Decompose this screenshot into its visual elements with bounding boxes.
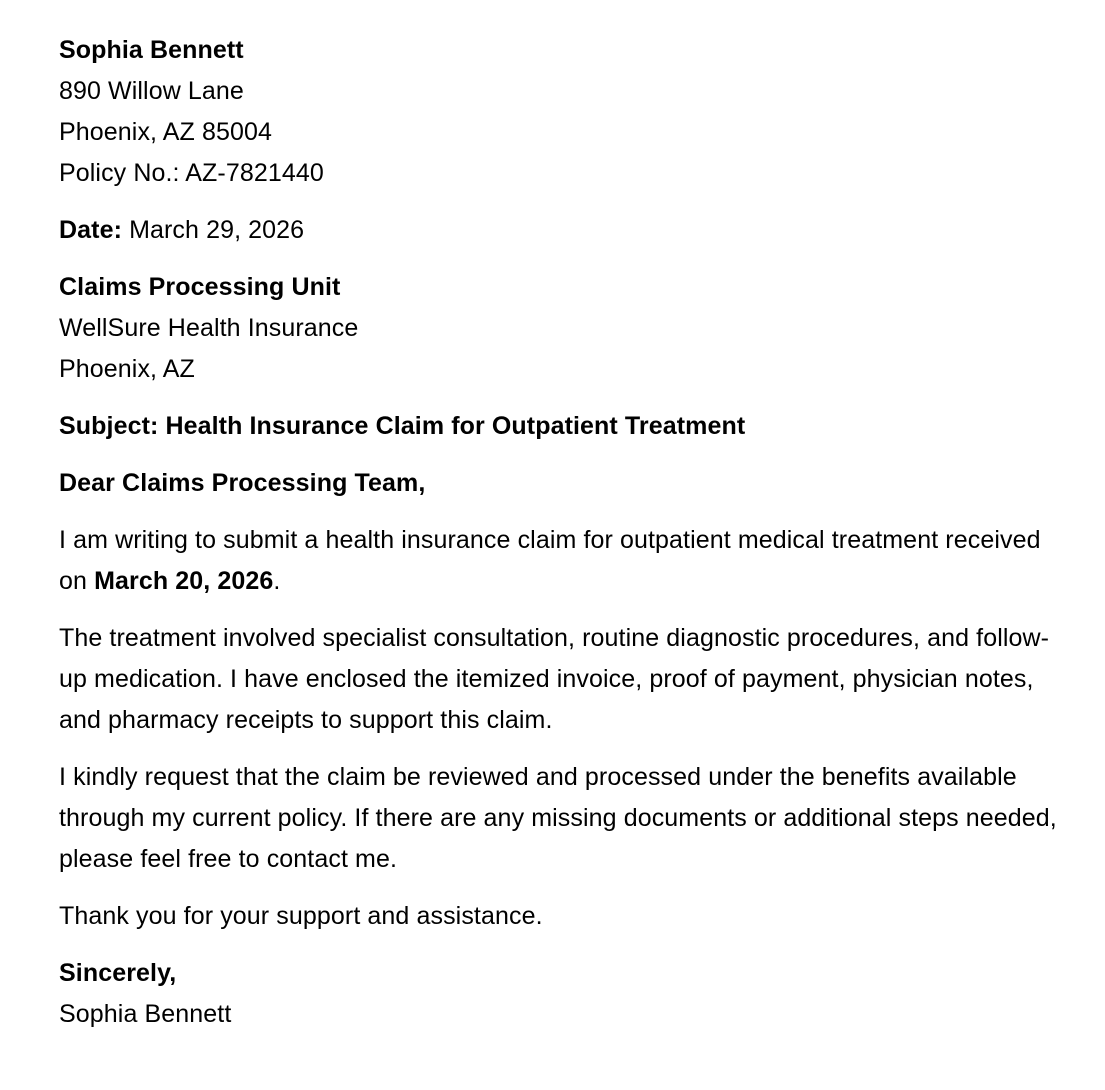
subject-line: Subject: Health Insurance Claim for Outpatient Treatment — [59, 412, 746, 440]
paragraph-1-text-before: I am writing to submit a health insurance claim for outpatient medical treatment received on — [59, 526, 1041, 595]
recipient-company: WellSure Health Insurance — [59, 314, 359, 342]
recipient-department: Claims Processing Unit — [59, 273, 341, 301]
body-paragraph-2: The treatment involved specialist consultation, routine diagnostic procedures, and follow-up medication. I have enclosed the itemized invoice, proof of payment, physician notes, and pharmacy receipts to support this claim. — [59, 624, 1050, 734]
body-paragraph-4: Thank you for your support and assistance. — [59, 902, 543, 930]
date-label: Date: — [59, 216, 123, 244]
treatment-date-emphasis: March 20, 2026 — [94, 567, 274, 595]
salutation-block — [59, 463, 1059, 504]
paragraph-1-text-after: . — [273, 567, 281, 595]
recipient-city-state: Phoenix, AZ — [59, 355, 195, 383]
date-line — [59, 210, 1059, 251]
closing-block — [59, 953, 1059, 1035]
date-value-text: March 29, 2026 — [129, 216, 305, 244]
letter-body — [59, 30, 1059, 1035]
salutation-line: Dear Claims Processing Team, — [59, 469, 426, 497]
sender-city-state-zip: Phoenix, AZ 85004 — [59, 118, 272, 146]
closing-signature-name: Sophia Bennett — [59, 1000, 232, 1028]
date-value — [122, 216, 129, 244]
closing-valediction: Sincerely, — [59, 959, 177, 987]
sender-address-block — [59, 30, 1059, 194]
body-paragraph-4-block — [59, 896, 1059, 937]
sender-street: 890 Willow Lane — [59, 77, 244, 105]
body-paragraph-1 — [59, 520, 1059, 602]
body-paragraph-1-block — [59, 520, 1059, 602]
body-paragraph-2-block — [59, 618, 1059, 741]
subject-block — [59, 406, 1059, 447]
sender-name: Sophia Bennett — [59, 36, 244, 64]
body-paragraph-3: I kindly request that the claim be reviewed and processed under the benefits available through my current policy. If there are any missing documents or additional steps needed, please feel free to contact me. — [59, 763, 1057, 873]
sender-policy-number: Policy No.: AZ-7821440 — [59, 159, 324, 187]
recipient-address-block — [59, 267, 1059, 390]
date-block — [59, 210, 1059, 251]
body-paragraph-3-block — [59, 757, 1059, 880]
